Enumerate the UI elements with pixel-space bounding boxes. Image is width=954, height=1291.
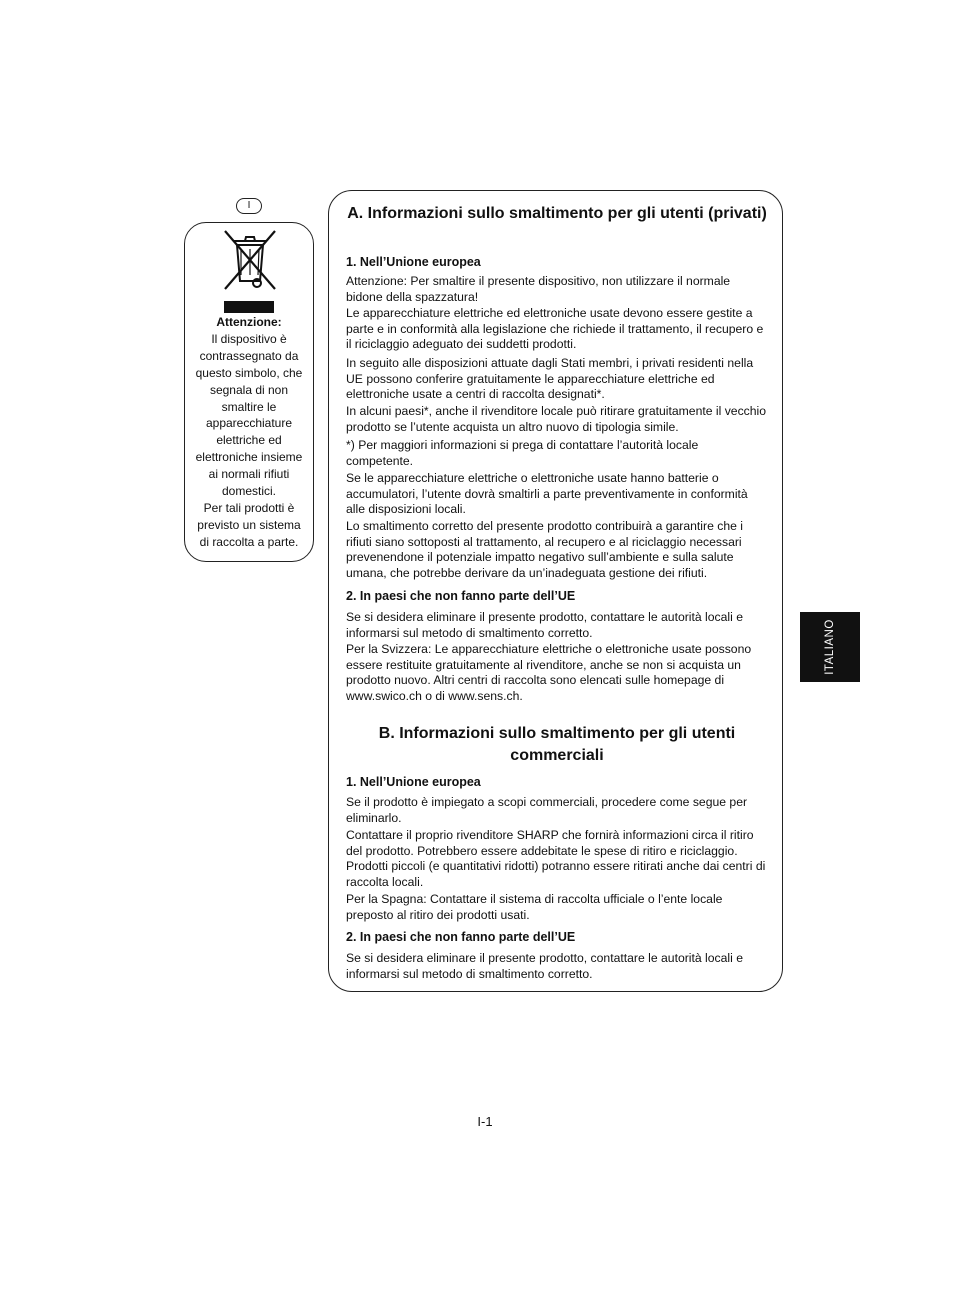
section-a-paragraph-3: In seguito alle disposizioni attuate dagli Stati membri, i privati residenti nella UE possono conferire gratuitamente le apparecchiature elettriche ed elettroniche usate a centri di raccolta designati*.	[346, 356, 754, 402]
language-tab-label: ITALIANO	[824, 619, 836, 675]
black-bar	[224, 301, 274, 313]
weee-description: Il dispositivo è contrassegnato da questo simbolo, che segnala di non smaltire le apparecchiature elettriche ed elettroniche insieme ai normali rifiuti domestici.	[195, 331, 303, 499]
crossed-out-wheeled-bin-icon	[219, 227, 281, 293]
section-a-subheading-2: 2. In paesi che non fanno parte dell’UE	[346, 589, 576, 603]
weee-description-2: Per tali prodotti è previsto un sistema di raccolta a parte.	[197, 500, 301, 549]
section-b-paragraph-4: Se si desidera eliminare il presente prodotto, contattare le autorità locali e informarsi sul metodo di smaltimento corretto.	[346, 951, 743, 981]
section-a-paragraph-4: In alcuni paesi*, anche il rivenditore locale può ritirare gratuitamente il vecchio prodotto se l’utente acquista un altro nuovo di tipologia simile.	[346, 404, 767, 434]
section-a-title: A. Informazioni sullo smaltimento per gli utenti (privati)	[347, 205, 767, 222]
section-a-paragraph-8: Se si desidera eliminare il presente prodotto, contattare le autorità locali e informarsi sul metodo di smaltimento corretto.	[346, 610, 743, 640]
section-a-paragraph-7: Lo smaltimento corretto del presente prodotto contribuirà a garantire che i rifiuti siano sottoposti al trattamento, al recupero e al riciclaggio necessari prevenendone il potenziale impatto negativo sull’ambiente e sulla salute umana, che potrebbe derivare da un’inadeguata gestione dei rifiuti.	[346, 519, 743, 580]
section-a-paragraph-6: Se le apparecchiature elettriche o elettroniche usate hanno batterie o accumulatori, l’utente dovrà smaltirli a parte preventivamente in conformità alle disposizioni locali.	[346, 471, 748, 517]
weee-notice-box	[184, 222, 314, 562]
section-b-paragraph-2: Contattare il proprio rivenditore SHARP che fornirà informazioni circa il ritiro del prodotto. Potrebbero essere addebitate le spese di ritiro e riciclaggio. Prodotti piccoli (e quantitativi ridotti) potranno essere ritirati anche dai centri di raccolta locali.	[346, 828, 766, 889]
section-a-paragraph-2: Le apparecchiature elettriche ed elettroniche usate devono essere gestite a parte e in conformità alla legislazione che richiede il trattamento, il recupero e il riciclaggio adeguato dei suddetti prodotti.	[346, 306, 764, 352]
language-tab	[800, 612, 860, 682]
page-number: I-1	[477, 1114, 493, 1129]
section-b-subheading-1: 1. Nell’Unione europea	[346, 775, 481, 789]
section-b-title: B. Informazioni sullo smaltimento per gli utenti commerciali	[378, 725, 736, 764]
section-a-subheading-1: 1. Nell’Unione europea	[346, 255, 481, 269]
attention-label: Attenzione:	[216, 315, 282, 329]
language-marker: I	[236, 198, 262, 214]
section-a-paragraph-9: Per la Svizzera: Le apparecchiature elettriche o elettroniche usate possono essere restituite gratuitamente al rivenditore, anche se non si acquista un prodotto nuovo. Altri centri di raccolta sono elencati sulle homepage di www.swico.ch o di www.sens.ch.	[346, 642, 752, 703]
section-b-paragraph-1: Se il prodotto è impiegato a scopi commerciali, procedere come segue per eliminarlo.	[346, 795, 748, 825]
section-a-paragraph-1: Attenzione: Per smaltire il presente dispositivo, non utilizzare il normale bidone della spazzatura!	[346, 274, 731, 304]
section-b-paragraph-3: Per la Spagna: Contattare il sistema di raccolta ufficiale o l’ente locale preposto al ritiro dei prodotti usati.	[346, 892, 723, 922]
section-a-paragraph-5: *) Per maggiori informazioni si prega di contattare l’autorità locale competente.	[346, 438, 699, 468]
section-b-subheading-2: 2. In paesi che non fanno parte dell’UE	[346, 930, 576, 944]
